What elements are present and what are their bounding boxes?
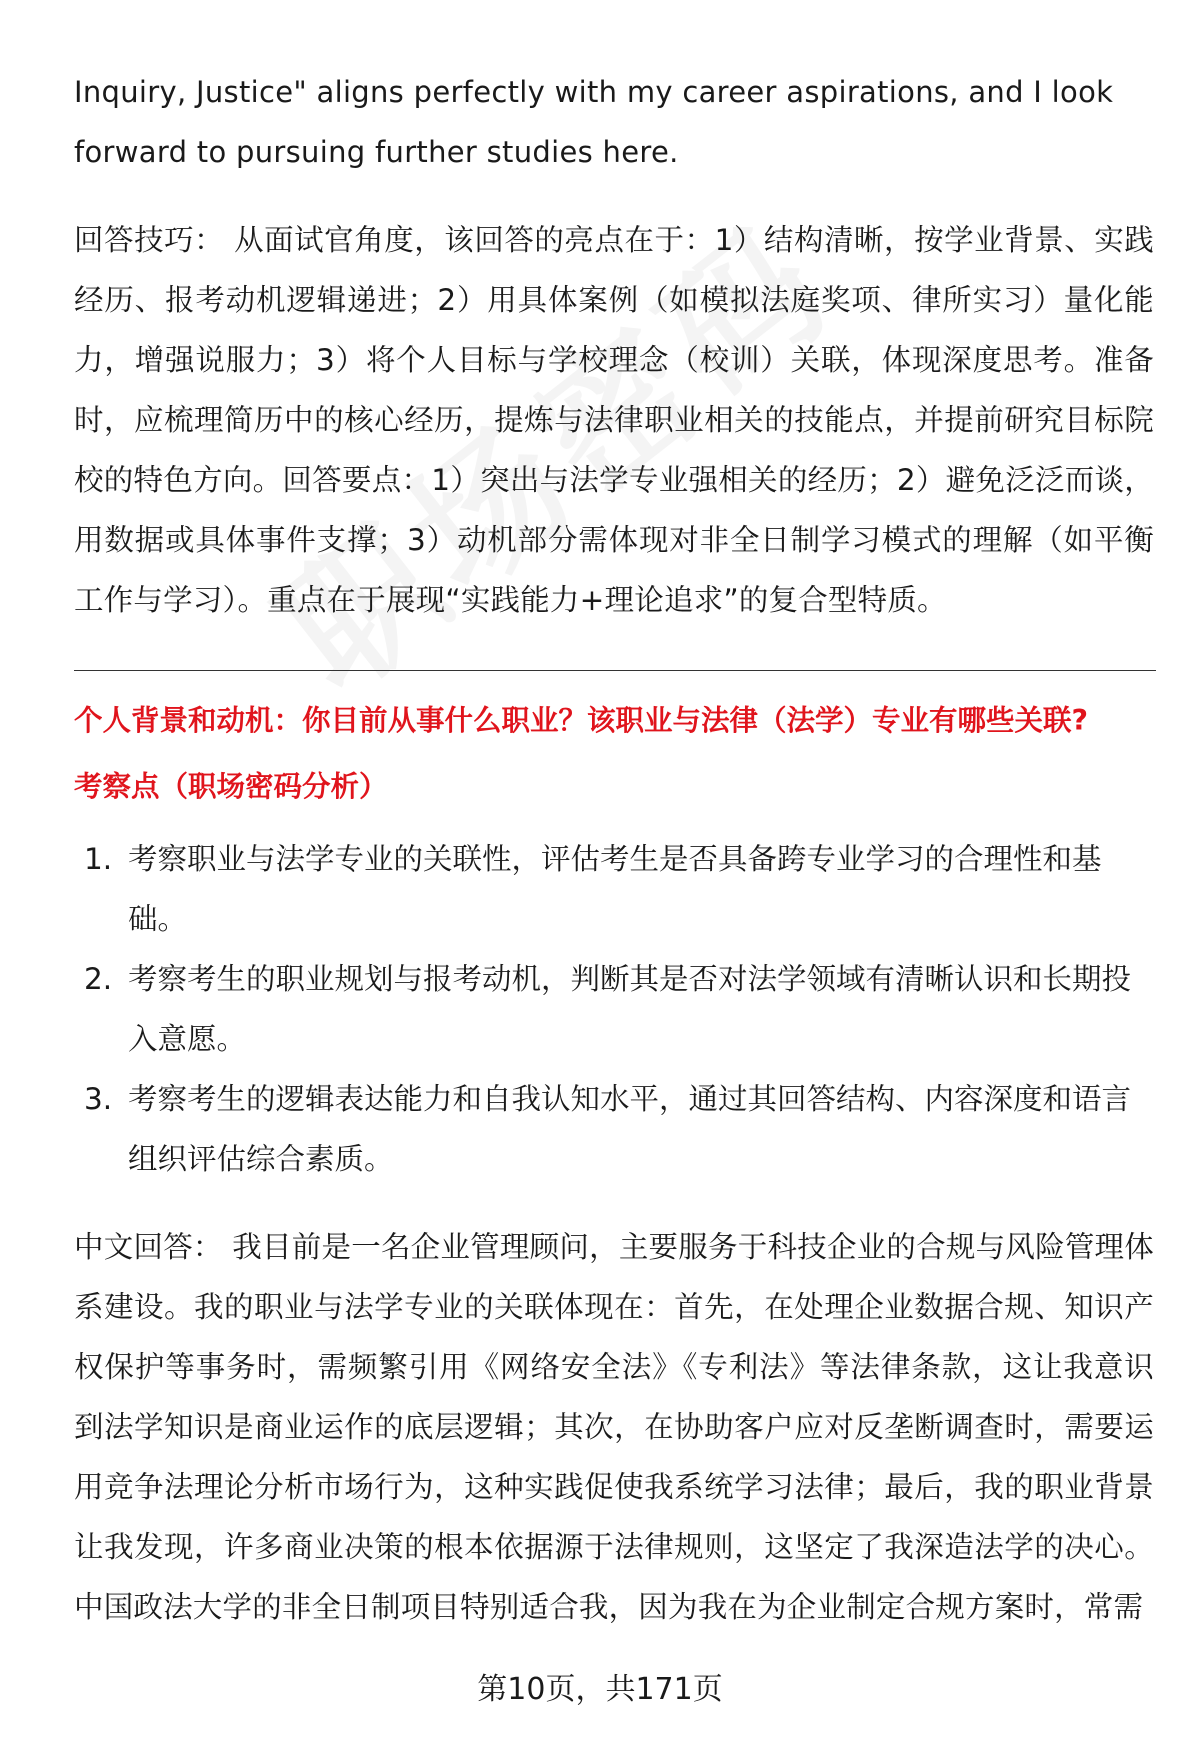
assessment-point	[74, 829, 1154, 949]
assessment-point	[74, 949, 1154, 1069]
list-number: 3.	[84, 1082, 113, 1116]
section-divider	[74, 670, 1156, 671]
assessment-point-text: 考察考生的逻辑表达能力和自我认知水平，通过其回答结构、内容深度和语言组织评估综合素质。	[128, 1082, 1132, 1176]
list-number: 1.	[84, 842, 113, 876]
document-page	[74, 62, 1154, 1637]
english-answer-line-1: Inquiry, Justice" aligns perfectly with my career aspirations, and I look	[74, 75, 1114, 109]
assessment-point-text: 考察考生的职业规划与报考动机，判断其是否对法学领域有清晰认识和长期投入意愿。	[128, 962, 1132, 1056]
assessment-point-text: 考察职业与法学专业的关联性，评估考生是否具备跨专业学习的合理性和基础。	[128, 842, 1102, 936]
page-number-footer: 第10页，共171页	[477, 1672, 723, 1707]
assessment-points-list	[74, 829, 1154, 1189]
assessment-point	[74, 1069, 1154, 1189]
english-answer-line-2: forward to pursuing further studies here.	[74, 135, 679, 169]
list-number: 2.	[84, 962, 113, 996]
question-title: 个人背景和动机：你目前从事什么职业？该职业与法律（法学）专业有哪些关联?	[74, 704, 1089, 737]
answer-tips-paragraph: 回答技巧： 从面试官角度，该回答的亮点在于：1）结构清晰，按学业背景、实践经历、报考动机逻辑递进；2）用具体案例（如模拟法庭奖项、律所实习）量化能力，增强说服力；3）将个人目标与学校理念（校训）关联，体现深度思考。准备时，应梳理简历中的核心经历，提炼与法律职业相关的技能点，并提前研究目标院校的特色方向。回答要点：1）突出与法学专业强相关的经历；2）避免泛泛而谈，用数据或具体事件支撑；3）动机部分需体现对非全日制学习模式的理解（如平衡工作与学习）。重点在于展现“实践能力+理论追求”的复合型特质。	[74, 223, 1154, 617]
chinese-answer-paragraph: 中文回答： 我目前是一名企业管理顾问，主要服务于科技企业的合规与风险管理体系建设。我的职业与法学专业的关联体现在：首先，在处理企业数据合规、知识产权保护等事务时，需频繁引用《网络安全法》《专利法》等法律条款，这让我意识到法学知识是商业运作的底层逻辑；其次，在协助客户应对反垄断调查时，需要运用竞争法理论分析市场行为，这种实践促使我系统学习法律；最后，我的职业背景让我发现，许多商业决策的根本依据源于法律规则，这坚定了我深造法学的决心。中国政法大学的非全日制项目特别适合我，因为我在为企业制定合规方案时，常需	[74, 1230, 1154, 1624]
assessment-points-heading: 考察点（职场密码分析）	[74, 770, 388, 803]
